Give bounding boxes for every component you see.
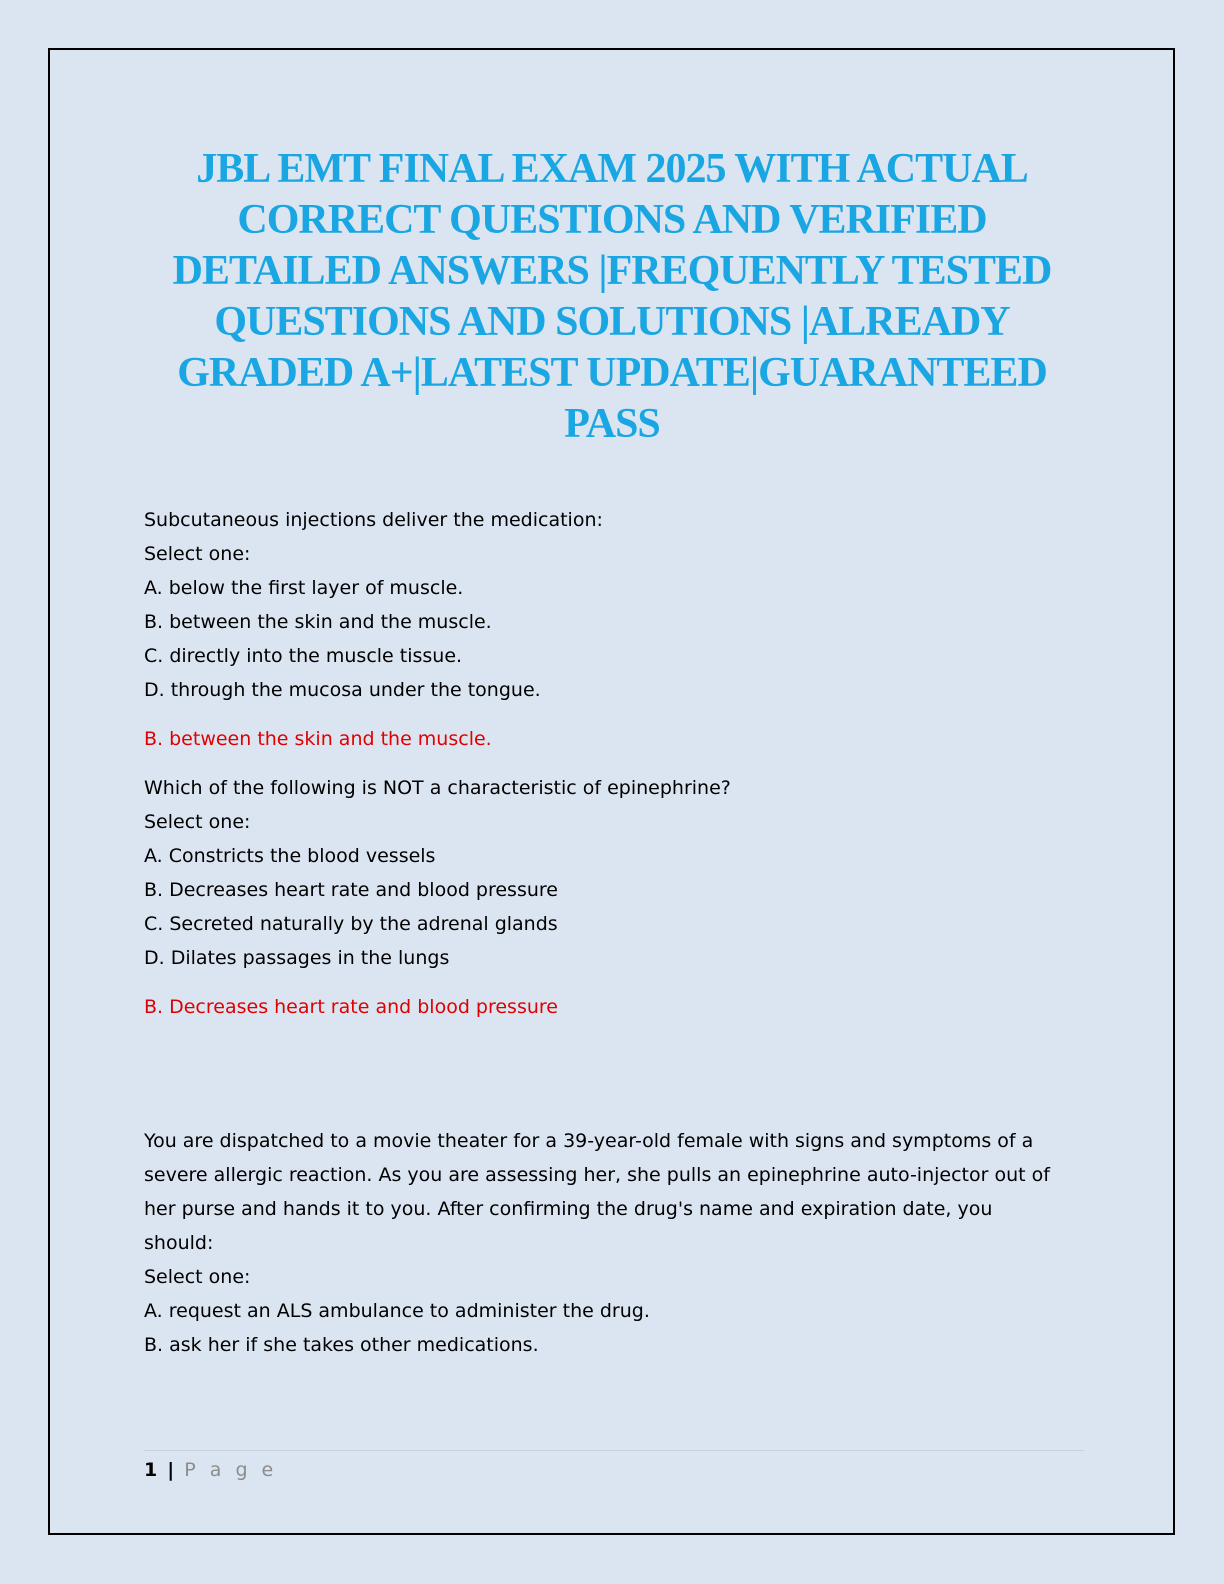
option-a: A. below the first layer of muscle. [144,577,464,599]
option-a: A. Constricts the blood vessels [144,845,436,867]
option-b: B. between the skin and the muscle. [144,611,492,633]
option-a: A. request an ALS ambulance to administer the drug. [144,1300,650,1322]
option-c: C. Secreted naturally by the adrenal glands [144,913,558,935]
correct-answer: B. between the skin and the muscle. [144,728,492,750]
select-one-prompt: Select one: [144,811,251,833]
option-b: B. Decreases heart rate and blood pressure [144,879,558,901]
title-line: DETAILED ANSWERS |FREQUENTLY TESTED [172,248,1052,294]
question-stem-line: severe allergic reaction. As you are assessing her, she pulls an epinephrine auto-injector out of [144,1164,1050,1186]
question-block [144,1124,1084,1362]
page-footer [144,1455,277,1485]
title-line: JBL EMT FINAL EXAM 2025 WITH ACTUAL [196,146,1028,192]
page-label: P a g e [184,1459,278,1481]
footer-divider [144,1450,1084,1451]
select-one-prompt: Select one: [144,543,251,565]
option-c: C. directly into the muscle tissue. [144,645,463,667]
footer-separator: | [167,1459,175,1481]
question-stem-line: should: [144,1232,214,1254]
document-title [130,144,1094,450]
option-b: B. ask her if she takes other medications. [144,1334,539,1356]
question-block [144,771,1084,1124]
question-stem: Subcutaneous injections deliver the medication: [144,509,603,531]
option-d: D. through the mucosa under the tongue. [144,679,541,701]
title-line: GRADED A+|LATEST UPDATE|GUARANTEED [177,350,1047,396]
title-line: CORRECT QUESTIONS AND VERIFIED [237,197,987,243]
select-one-prompt: Select one: [144,1266,251,1288]
question-stem-line: her purse and hands it to you. After confirming the drug's name and expiration date, you [144,1198,993,1220]
question-stem-line: You are dispatched to a movie theater for a 39-year-old female with signs and symptoms of a [144,1130,1034,1152]
page-number: 1 [144,1459,158,1481]
question-block [144,503,1084,771]
correct-answer: B. Decreases heart rate and blood pressure [144,996,558,1018]
title-line: PASS [564,401,660,447]
option-d: D. Dilates passages in the lungs [144,947,450,969]
title-line: QUESTIONS AND SOLUTIONS |ALREADY [214,299,1010,345]
question-stem: Which of the following is NOT a characteristic of epinephrine? [144,777,731,799]
question-list [144,503,1084,1362]
